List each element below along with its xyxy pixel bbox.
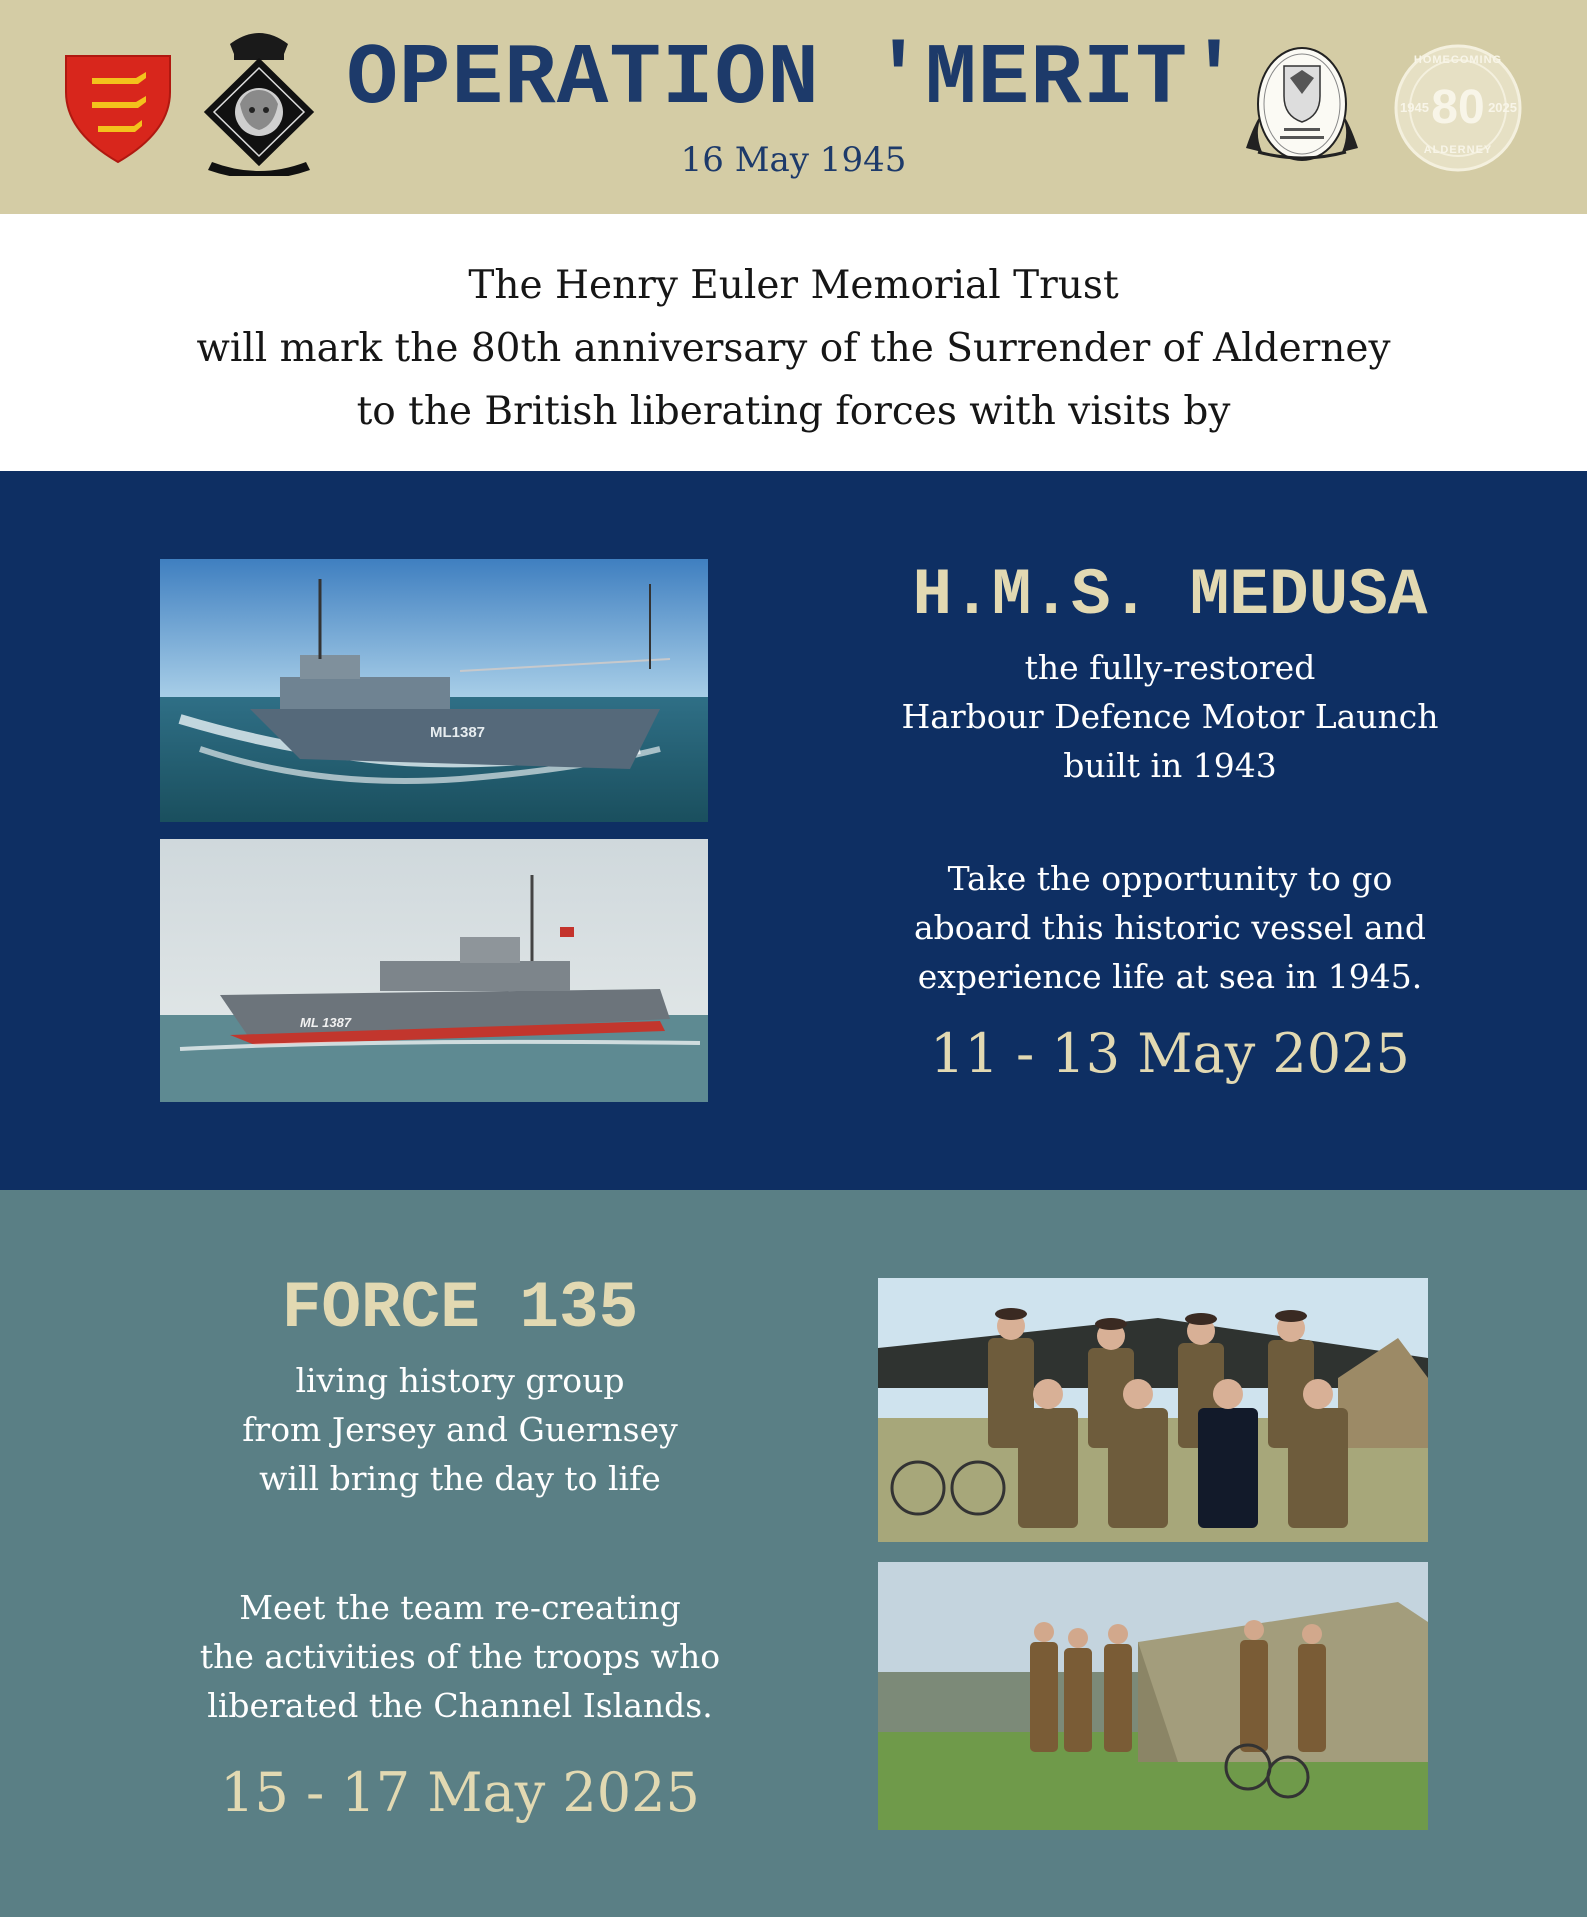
medusa-invite-3: experience life at sea in 1945. xyxy=(917,957,1423,996)
force-group-photo xyxy=(878,1278,1428,1542)
force-desc-2: from Jersey and Guernsey xyxy=(242,1410,678,1449)
header-band xyxy=(0,0,1587,214)
medusa-invite-2: aboard this historic vessel and xyxy=(913,908,1427,947)
page-title: OPERATION 'MERIT' xyxy=(346,30,1241,128)
force-135-section xyxy=(0,1190,1587,1917)
operation-date: 16 May 1945 xyxy=(680,140,907,180)
force-desc-1: living history group xyxy=(295,1361,625,1400)
intro-line-1: The Henry Euler Memorial Trust xyxy=(468,263,1119,308)
medusa-photo-profile xyxy=(160,839,708,1102)
force-desc-3: will bring the day to life xyxy=(259,1459,661,1498)
force-invite-2: the activities of the troops who xyxy=(199,1637,721,1676)
hull-number-label-profile: ML 1387 xyxy=(300,1015,352,1030)
medusa-title: H.M.S. MEDUSA xyxy=(912,558,1428,633)
intro-section xyxy=(0,214,1587,471)
force-text-block xyxy=(100,1271,820,1824)
alderney-label: ALDERNEY xyxy=(1423,144,1493,156)
medusa-text-block xyxy=(840,558,1500,1085)
badge-year-1945: 1945 xyxy=(1400,100,1429,115)
henry-euler-trust-crest-logo xyxy=(1238,44,1366,164)
medusa-photo-underway xyxy=(160,559,708,822)
badge-year-2025: 2025 xyxy=(1488,100,1517,115)
force-invite-1: Meet the team re-creating xyxy=(239,1588,681,1627)
medusa-desc-3: built in 1943 xyxy=(1063,746,1277,785)
medusa-desc-1: the fully-restored xyxy=(1024,648,1316,687)
badge-number-80: 80 xyxy=(1431,81,1485,134)
force-camp-photo xyxy=(878,1562,1428,1830)
force-title: FORCE 135 xyxy=(281,1271,639,1346)
medusa-section xyxy=(0,471,1587,1190)
hull-number-label: ML1387 xyxy=(430,724,486,741)
medusa-invite-1: Take the opportunity to go xyxy=(947,859,1393,898)
force-invite-3: liberated the Channel Islands. xyxy=(207,1686,713,1725)
intro-line-3: to the British liberating forces with visits by xyxy=(356,389,1231,434)
homecoming-label: HOMECOMING xyxy=(1413,54,1503,66)
force-visit-dates: 15 - 17 May 2025 xyxy=(220,1761,700,1824)
medusa-desc-2: Harbour Defence Motor Launch xyxy=(901,697,1439,736)
intro-line-2: will mark the 80th anniversary of the Surrender of Alderney xyxy=(196,326,1391,371)
homecoming-80-badge xyxy=(1394,44,1522,172)
medusa-visit-dates: 11 - 13 May 2025 xyxy=(930,1022,1410,1085)
